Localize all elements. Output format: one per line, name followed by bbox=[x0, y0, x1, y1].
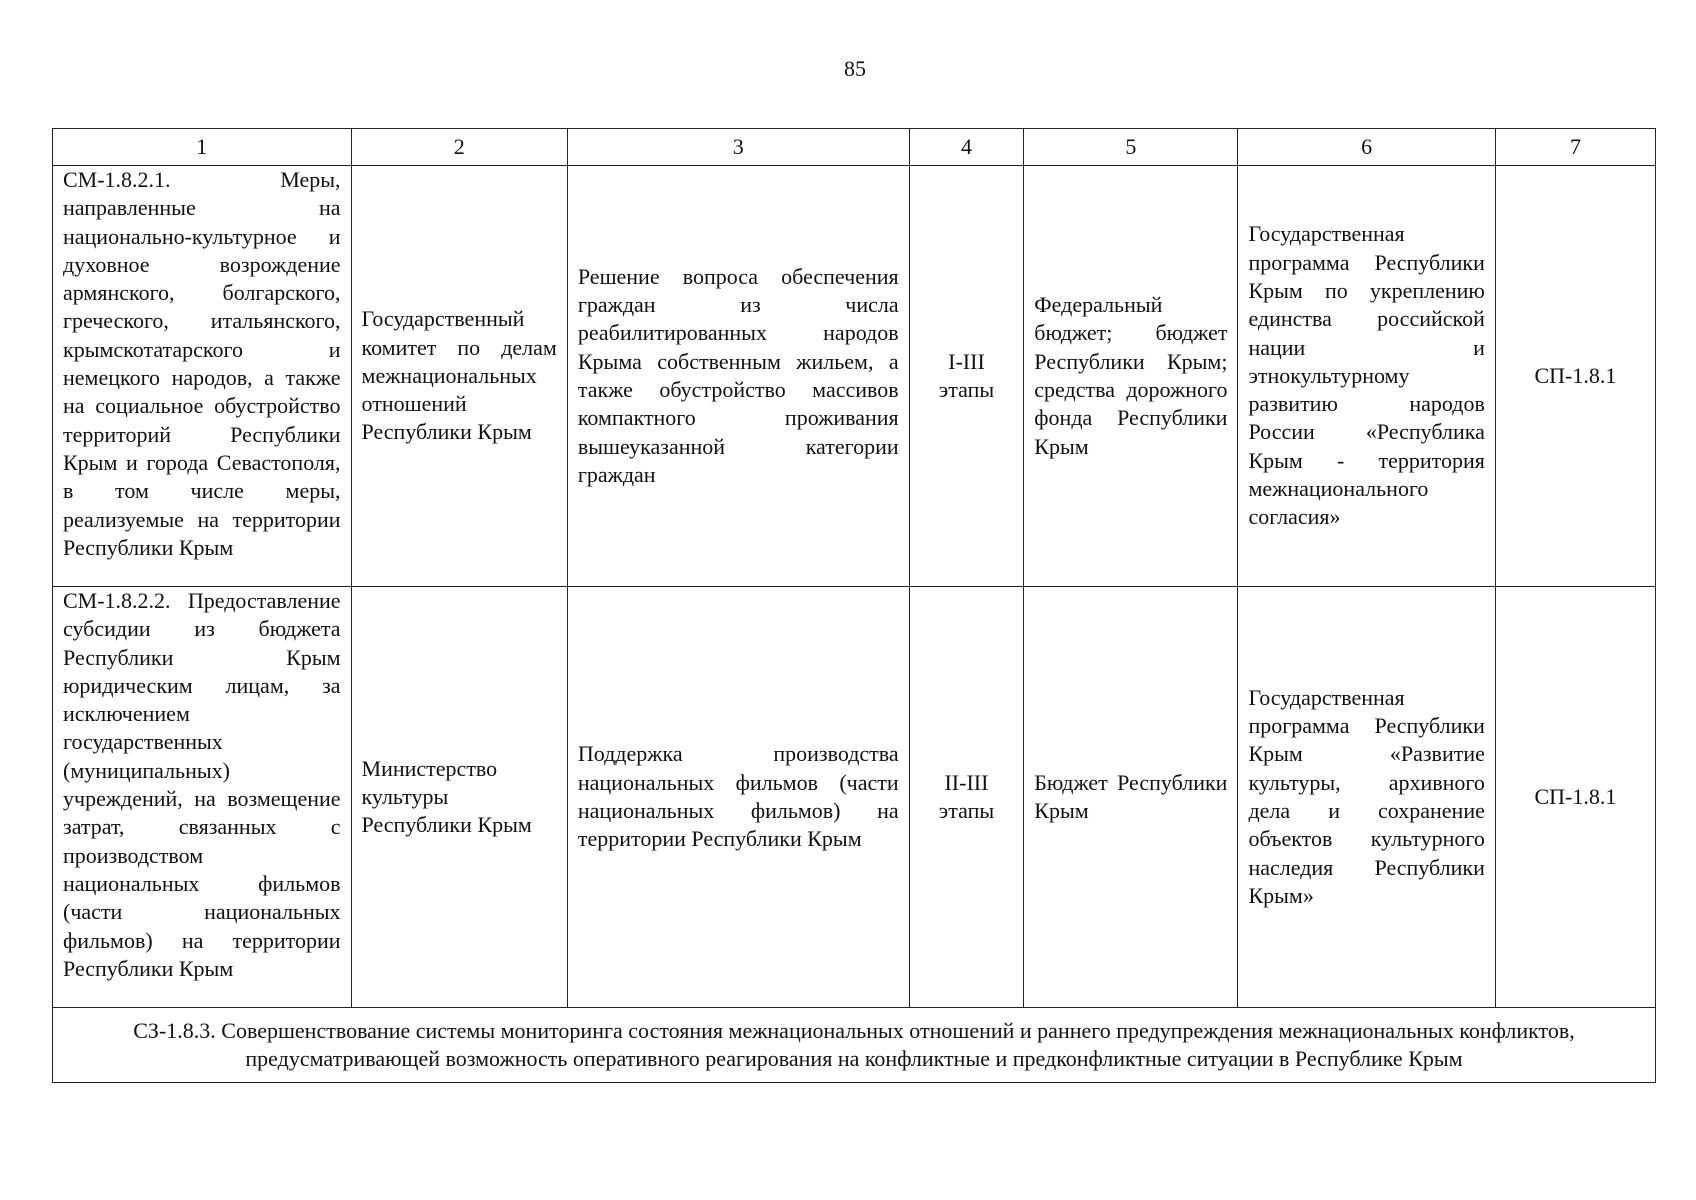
column-header: 6 bbox=[1238, 129, 1495, 166]
program-cell: Государственная программа Республики Крым «Развитие культуры, архивного дела и сохранение объектов культурного наследия Республики Крым» bbox=[1238, 587, 1495, 1008]
result-cell: Решение вопроса обеспечения граждан из числа реабилитированных народов Крыма собственным жильем, а также обустройство массивов компактного проживания вышеуказанной категории граждан bbox=[567, 166, 909, 587]
column-header: 2 bbox=[351, 129, 567, 166]
column-header: 4 bbox=[909, 129, 1024, 166]
funding-cell: Федеральный бюджет; бюджет Республики Крым; средства дорожного фонда Республики Крым bbox=[1024, 166, 1238, 587]
measure-cell: СМ-1.8.2.1. Меры, направленные на национально-культурное и духовное возрождение армянского, болгарского, греческого, итальянского, крымскотатарского и немецкого народов, а также на социальное обустройство территорий Республики Крым и города Севастополя, в том числе меры, реализуемые на территории Республики Крым bbox=[53, 166, 352, 587]
section-heading: СЗ-1.8.3. Совершенствование системы мониторинга состояния межнациональных отношений и раннего предупреждения межнациональных конфликтов, предусматривающей возможность оперативного реагирования на конфликтные и предконфликтные ситуации в Республике Крым bbox=[53, 1008, 1656, 1083]
column-header: 5 bbox=[1024, 129, 1238, 166]
table-header-row bbox=[53, 129, 1656, 166]
funding-cell: Бюджет Республики Крым bbox=[1024, 587, 1238, 1008]
section-heading-row bbox=[53, 1008, 1656, 1083]
table-row bbox=[53, 166, 1656, 587]
program-cell: Государственная программа Республики Крым по укреплению единства российской нации и этнокультурному развитию народов России «Республика Крым - территория межнационального согласия» bbox=[1238, 166, 1495, 587]
executor-cell: Министерство культуры Республики Крым bbox=[351, 587, 567, 1008]
executor-cell: Государственный комитет по делам межнациональных отношений Республики Крым bbox=[351, 166, 567, 587]
page-number: 85 bbox=[844, 56, 866, 81]
code-cell: СП-1.8.1 bbox=[1495, 166, 1655, 587]
column-header: 1 bbox=[53, 129, 352, 166]
table-row bbox=[53, 587, 1656, 1008]
measure-cell: СМ-1.8.2.2. Предоставление субсидии из бюджета Республики Крым юридическим лицам, за исключением государственных (муниципальных) учреждений, на возмещение затрат, связанных с производством национальных фильмов (части национальных фильмов) на территории Республики Крым bbox=[53, 587, 352, 1008]
column-header: 3 bbox=[567, 129, 909, 166]
result-cell: Поддержка производства национальных фильмов (части национальных фильмов) на территории Республики Крым bbox=[567, 587, 909, 1008]
stages-cell: I-III этапы bbox=[909, 166, 1024, 587]
column-header: 7 bbox=[1495, 129, 1655, 166]
measures-table bbox=[52, 128, 1656, 1083]
stages-cell: II-III этапы bbox=[909, 587, 1024, 1008]
code-cell: СП-1.8.1 bbox=[1495, 587, 1655, 1008]
